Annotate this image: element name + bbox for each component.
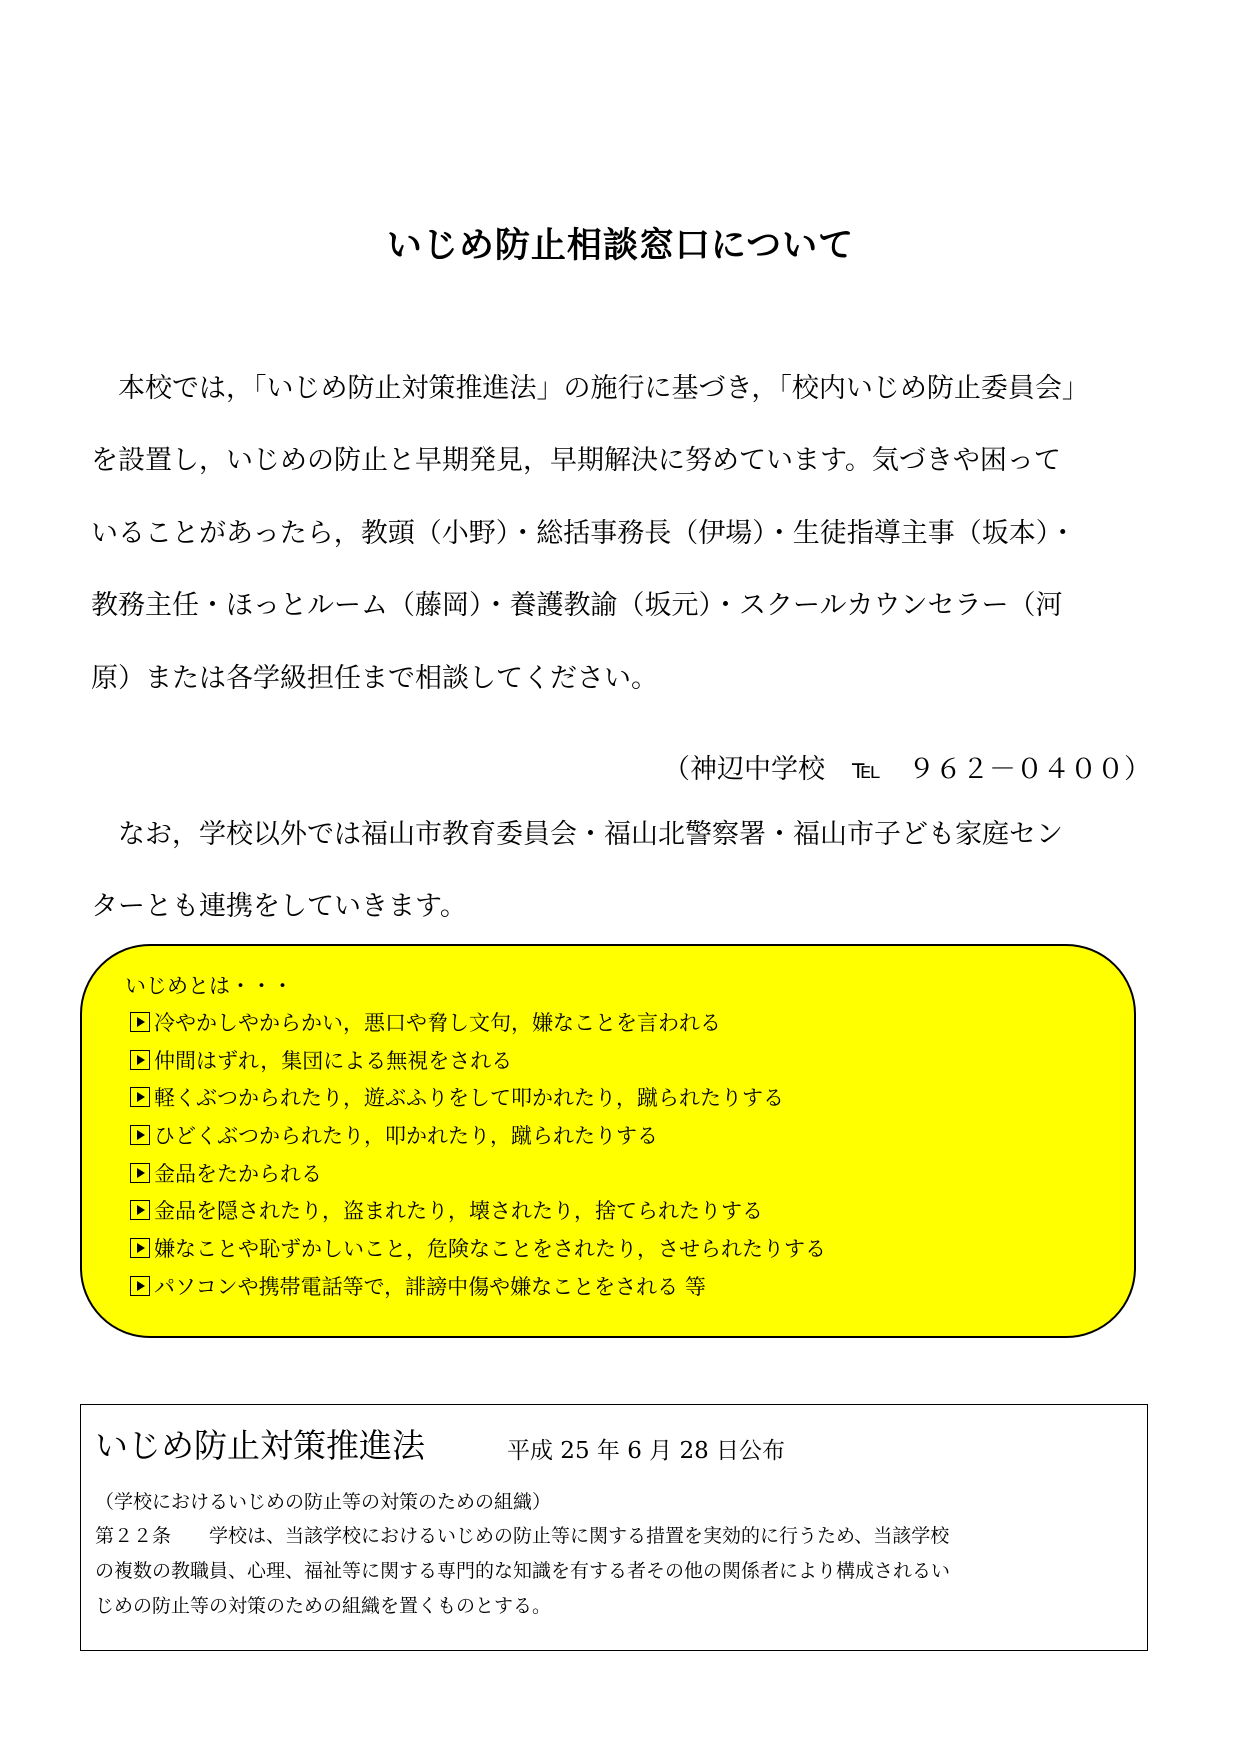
intro-line: いることがあったら，教頭（小野）・総括事務長（伊場）・生徒指導主事（坂本）・ [91, 518, 1077, 549]
law-article-line: の複数の教職員、心理、福祉等に関する専門的な知識を有する者その他の関係者により構成されるい [95, 1560, 951, 1582]
list-item-text: パソコンや携帯電話等で，誹謗中傷や嫌なことをされる 等 [154, 1274, 706, 1299]
play-triangle-icon [130, 1012, 150, 1032]
list-item-text: 軽くぶつかられたり，遊ぶふりをして叩かれたり，蹴られたりする [154, 1086, 784, 1111]
play-triangle-icon [130, 1276, 150, 1296]
list-item-text: 嫌なことや恥ずかしいこと，危険なことをされたり，させられたりする [154, 1236, 826, 1261]
intro-line: を設置し，いじめの防止と早期発見，早期解決に努めています。気づきや困って [91, 445, 1061, 476]
bullying-examples-list [130, 1003, 826, 1305]
law-subtitle: （学校におけるいじめの防止等の対策のための組織） [95, 1491, 552, 1513]
law-date: 平成 25 年 6 月 28 日公布 [507, 1438, 786, 1464]
cooperation-line: ターとも連携をしていきます。 [91, 891, 467, 922]
list-item [130, 1003, 826, 1041]
play-triangle-icon [130, 1125, 150, 1145]
list-item [130, 1191, 826, 1229]
intro-line: 原）または各学級担任まで相談してください。 [91, 663, 658, 694]
school-contact: （神辺中学校 ℡ ９６２－０４００） [662, 754, 1151, 785]
intro-line: 本校では，「いじめ防止対策推進法」の施行に基づき，「校内いじめ防止委員会」 [91, 373, 1089, 404]
bullying-box-heading: いじめとは・・・ [125, 974, 293, 998]
list-item-text: 仲間はずれ，集団による無視をされる [154, 1048, 513, 1073]
list-item [130, 1267, 826, 1305]
list-item-text: 金品を隠されたり，盗まれたり，壊されたり，捨てられたりする [154, 1199, 763, 1224]
cooperation-line: なお，学校以外では福山市教育委員会・福山北警察署・福山市子ども家庭セン [91, 819, 1063, 850]
list-item [130, 1041, 826, 1079]
play-triangle-icon [130, 1087, 150, 1107]
list-item-text: ひどくぶつかられたり，叩かれたり，蹴られたりする [154, 1123, 658, 1148]
list-item [130, 1116, 826, 1154]
play-triangle-icon [130, 1163, 150, 1183]
list-item [130, 1078, 826, 1116]
law-title: いじめ防止対策推進法 [95, 1426, 425, 1465]
law-article-line: 第２２条 学校は、当該学校におけるいじめの防止等に関する措置を実効的に行うため、当該学校 [95, 1525, 950, 1547]
list-item-text: 金品をたかられる [154, 1161, 322, 1186]
list-item [130, 1229, 826, 1267]
list-item [130, 1154, 826, 1192]
list-item-text: 冷やかしやからかい，悪口や脅し文句，嫌なことを言われる [154, 1010, 721, 1035]
intro-line: 教務主任・ほっとルーム（藤岡）・養護教諭（坂元）・スクールカウンセラー（河 [91, 590, 1063, 621]
play-triangle-icon [130, 1200, 150, 1220]
play-triangle-icon [130, 1050, 150, 1070]
play-triangle-icon [130, 1238, 150, 1258]
page-title: いじめ防止相談窓口について [386, 226, 855, 266]
law-article-line: じめの防止等の対策のための組織を置くものとする。 [95, 1595, 552, 1617]
